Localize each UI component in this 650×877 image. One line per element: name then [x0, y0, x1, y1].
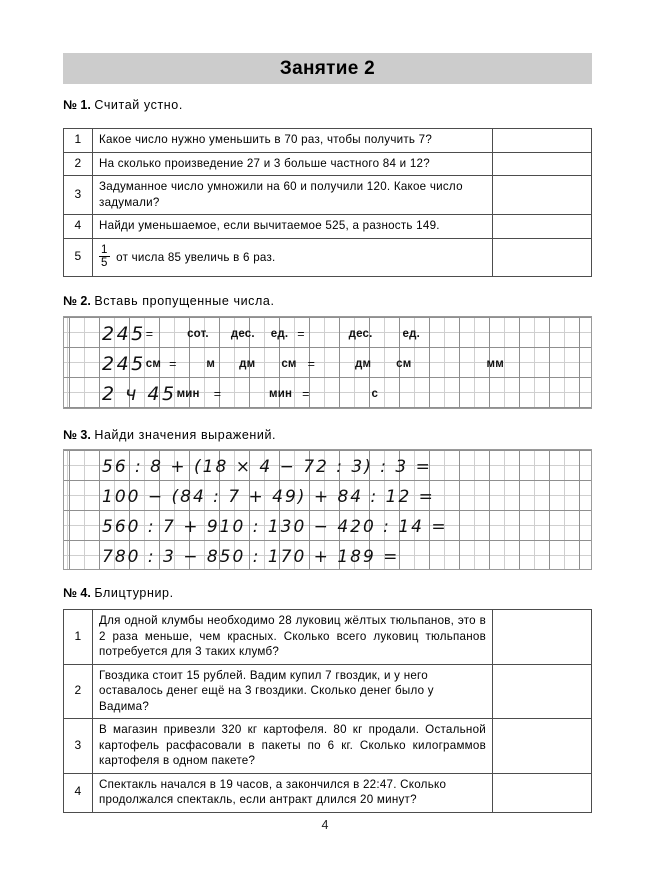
equals-sign: =: [145, 327, 154, 341]
unit-label-m: м: [206, 358, 216, 370]
row-question: Для одной клумбы необходимо 28 луковиц жёлтых тюльпанов, это в 2 раза меньше, чем красных. Сколько всего луковиц тюльпанов потребуется для 3 таких клумб?: [93, 610, 493, 665]
page-title: Занятие 2: [279, 57, 376, 79]
unit-label-min: мин: [176, 388, 200, 400]
row-question: В магазин привезли 320 кг картофеля. 80 кг продали. Остальной картофель расфасовали в пакеты по 6 кг. Сколько килограммов картофеля в одном пакете?: [93, 719, 493, 774]
task-3-title: Найди значения выражений.: [94, 428, 277, 442]
unit-label-tens: дес.: [230, 328, 255, 340]
handwritten-value: 245: [102, 353, 146, 375]
table-row: [64, 176, 592, 215]
row-index: 1: [64, 129, 93, 153]
unit-label-mm: мм: [486, 358, 504, 370]
unit-label-dm: дм: [354, 358, 372, 370]
table-row: [64, 238, 592, 276]
row-index: 3: [64, 176, 93, 215]
row-answer-cell[interactable]: [493, 664, 592, 719]
task-3-grid[interactable]: [63, 449, 592, 570]
task-1-heading: [63, 98, 183, 112]
expression-3: 560 : 7 + 910 : 130 − 420 : 14 =: [102, 517, 448, 537]
task-4-table: [63, 609, 592, 813]
row-answer-cell[interactable]: [493, 610, 592, 665]
task-4-number: № 4.: [63, 586, 91, 600]
row-question: Найди уменьшаемое, если вычитаемое 525, а разность 149.: [93, 215, 493, 239]
unit-label-ones: ед.: [402, 328, 421, 340]
row-question: На сколько произведение 27 и 3 больше частного 84 и 12?: [93, 152, 493, 176]
equals-sign: =: [169, 357, 177, 371]
row-index: 4: [64, 773, 93, 812]
row-index: 2: [64, 152, 93, 176]
row-index: 5: [64, 238, 93, 276]
table-row: [64, 152, 592, 176]
task-1-title: Считай устно.: [94, 98, 183, 112]
expression-2: 100 − (84 : 7 + 49) + 84 : 12 =: [102, 487, 435, 507]
unit-label-dm: дм: [239, 358, 256, 370]
task-2-title: Вставь пропущенные числа.: [94, 294, 275, 308]
row-question-text: от числа 85 увеличь в 6 раз.: [116, 250, 276, 264]
task-3-expression-row: [64, 512, 591, 542]
unit-label-ones: ед.: [270, 328, 289, 340]
row-answer-cell[interactable]: [493, 215, 592, 239]
table-row: [64, 129, 592, 153]
task-2-heading: [63, 294, 275, 308]
task-3-expression-row: [64, 542, 591, 570]
expression-4: 780 : 3 − 850 : 170 + 189 =: [102, 547, 400, 567]
row-answer-cell[interactable]: [493, 152, 592, 176]
row-question: Спектакль начался в 19 часов, а закончился в 22:47. Сколько продолжался спектакль, если антракт длился 20 минут?: [93, 773, 493, 812]
task-3-heading: [63, 428, 276, 442]
handwritten-value: 245: [102, 323, 146, 345]
unit-label-cm: см: [396, 358, 412, 370]
row-answer-cell[interactable]: [493, 773, 592, 812]
unit-label-cm: см: [281, 358, 297, 370]
row-index: 1: [64, 610, 93, 665]
handwritten-value: 2 ч 45: [102, 383, 177, 405]
task-3-number: № 3.: [63, 428, 91, 442]
task-1-table: [63, 128, 592, 277]
row-answer-cell[interactable]: [493, 129, 592, 153]
table-row: [64, 664, 592, 719]
row-index: 2: [64, 664, 93, 719]
equals-sign: =: [213, 387, 222, 401]
row-index: 3: [64, 719, 93, 774]
row-question: Гвоздика стоит 15 рублей. Вадим купил 7 гвоздик, и у него оставалось денег ещё на 3 гвоздики. Сколько денег было у Вадима?: [93, 664, 493, 719]
task-1-number: № 1.: [63, 98, 91, 112]
unit-label-sec: с: [371, 388, 379, 400]
task-2-row-3: [64, 379, 591, 409]
row-question: Задуманное число умножили на 60 и получили 120. Какое число задумали?: [93, 176, 493, 215]
row-answer-cell[interactable]: [493, 719, 592, 774]
row-question: Какое число нужно уменьшить в 70 раз, чтобы получить 7?: [93, 129, 493, 153]
page-header-banner: [63, 53, 592, 84]
task-3-expression-row: [64, 452, 591, 482]
equals-sign: =: [302, 387, 310, 401]
expression-1: 56 : 8 + (18 × 4 − 72 : 3) : 3 =: [102, 457, 432, 477]
equals-sign: =: [297, 327, 305, 341]
task-3-expression-row: [64, 482, 591, 512]
task-4-heading: [63, 586, 174, 600]
page-number: 4: [321, 818, 329, 832]
row-answer-cell[interactable]: [493, 238, 592, 276]
task-4-title: Блицтурнир.: [94, 586, 174, 600]
unit-label-hundreds: сот.: [187, 328, 209, 340]
unit-label-min: мин: [269, 388, 293, 400]
table-row: [64, 719, 592, 774]
table-row: [64, 215, 592, 239]
fraction-denominator: 5: [101, 257, 108, 269]
task-2-grid[interactable]: [63, 316, 592, 409]
fraction-one-fifth: [99, 244, 110, 269]
task-2-number: № 2.: [63, 294, 91, 308]
table-row: [64, 610, 592, 665]
unit-label-cm: см: [145, 358, 162, 370]
table-row: [64, 773, 592, 812]
row-question-fraction: [93, 238, 493, 276]
task-2-row-1: [64, 319, 591, 349]
equals-sign: =: [307, 357, 315, 371]
unit-label-tens: дес.: [348, 328, 373, 340]
row-answer-cell[interactable]: [493, 176, 592, 215]
task-2-row-2: [64, 349, 591, 379]
row-index: 4: [64, 215, 93, 239]
fraction-numerator: 1: [101, 243, 108, 256]
